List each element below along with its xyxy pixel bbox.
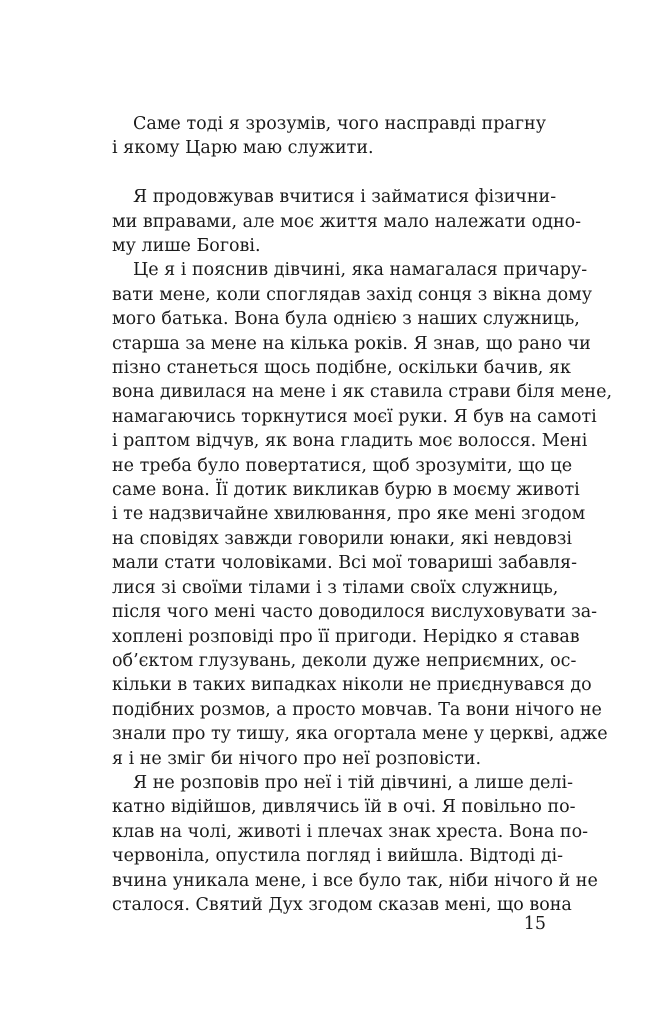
text-line: лися зі своїми тілами і з тілами своїх служниць,	[112, 577, 559, 598]
text-line: після чого мені часто доводилося вислуховувати за-	[112, 602, 598, 623]
text-line: об’єктом глузувань, деколи дуже неприємних, ос-	[112, 650, 577, 671]
text-line: на сповідях завжди говорили юнаки, які невдовзі	[112, 528, 572, 549]
text-line: катно відійшов, дивлячись їй в очі. Я повільно по-	[112, 797, 576, 818]
text-line: Саме тоді я зрозумів, чого насправді прагну	[133, 114, 546, 134]
text-line: мали стати чоловіками. Всі мої товариші забавля-	[112, 553, 577, 574]
text-line: і якому Царю маю служити.	[112, 138, 374, 159]
text-line: хоплені розповіді про її пригоди. Нерідко я ставав	[112, 626, 580, 647]
text-line: намагаючись торкнутися моєї руки. Я був на самоті	[112, 406, 597, 427]
page-number: 15	[523, 914, 546, 934]
text-line: Це я і пояснив дівчині, яка намагалася причару-	[133, 260, 588, 281]
text-line: саме вона. Її дотик викликав бурю в моєму животі	[112, 480, 580, 501]
text-line: мого батька. Вона була однією з наших служниць,	[112, 309, 580, 330]
text-line: подібних розмов, а просто мовчав. Та вони нічого не	[112, 699, 602, 720]
paragraph-1	[112, 112, 546, 161]
text-line: вати мене, коли споглядав захід сонця з вікна дому	[112, 284, 593, 305]
text-line: вчина уникала мене, і все було так, ніби нічого й не	[112, 870, 598, 891]
text-line: Я не розповів про неї і тій дівчині, а лише делі-	[133, 772, 574, 793]
text-line: сталося. Святий Дух згодом сказав мені, що вона	[112, 894, 572, 915]
text-line: не треба було повертатися, щоб зрозуміти, що це	[112, 455, 573, 476]
paragraph-4	[112, 771, 598, 917]
paragraph-2	[112, 185, 582, 258]
text-line: Я продовжував вчитися і займатися фізични-	[133, 187, 557, 208]
text-line: і те надзвичайне хвилювання, про яке мені згодом	[112, 504, 586, 525]
text-line: пізно станеться щось подібне, оскільки бачив, як	[112, 358, 571, 379]
text-line: му лише Богові.	[112, 236, 261, 257]
body-text	[112, 112, 613, 917]
text-line: червоніла, опустила погляд і вийшла. Відтоді ді-	[112, 846, 564, 867]
text-line: вона дивилася на мене і як ставила страви біля мене,	[112, 382, 613, 403]
paragraph-gap	[112, 161, 546, 185]
text-line: ми вправами, але моє життя мало належати одно-	[112, 211, 582, 232]
text-line: і раптом відчув, як вона гладить моє волосся. Мені	[112, 431, 588, 452]
text-line: клав на чолі, животі і плечах знак хреста. Вона по-	[112, 821, 589, 842]
text-line: старша за мене на кілька років. Я знав, що рано чи	[112, 333, 591, 354]
text-line: знали про ту тишу, яка огортала мене у церкві, адже	[112, 724, 608, 745]
text-line: кільки в таких випадках ніколи не приєднувався до	[112, 675, 592, 696]
paragraph-3	[112, 258, 613, 771]
text-line: я і не зміг би нічого про неї розповісти.	[112, 748, 482, 769]
